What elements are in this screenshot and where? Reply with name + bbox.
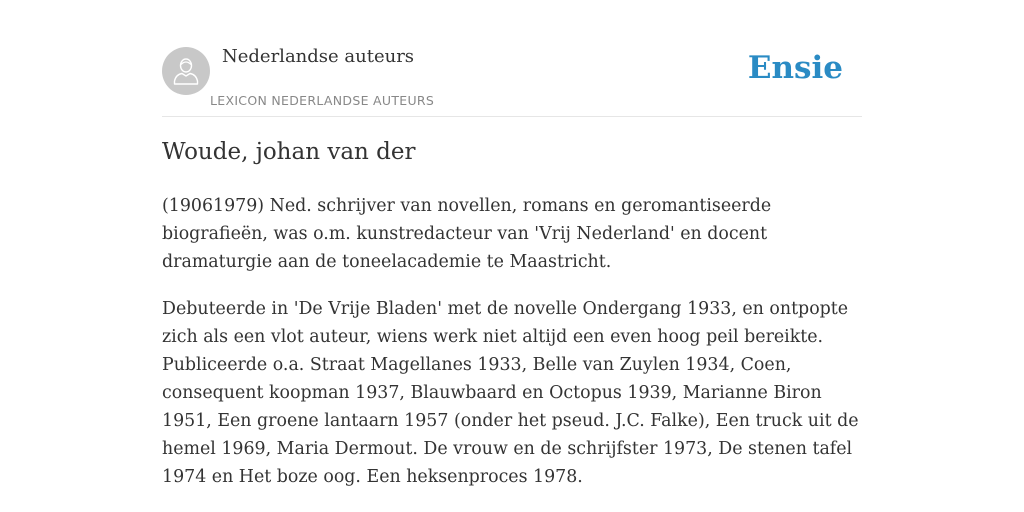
article-page [162, 0, 862, 487]
article-paragraph-1: (19061979) Ned. schrijver van novellen, romans en geromantiseerde biografieën, was o.m. kunstredacteur van 'Vrij Nederland' en docent dramaturgie aan de toneelacademie te Maastricht. [162, 196, 772, 272]
source-header [162, 0, 862, 117]
lexicon-label[interactable]: LEXICON NEDERLANDSE AUTEURS [210, 93, 435, 108]
ensie-logo[interactable]: Ensie [747, 50, 843, 86]
article-paragraph-2: Debuteerde in 'De Vrije Bladen' met de novelle Ondergang 1933, en ontpopte zich als een vlot auteur, wiens werk niet altijd een even hoog peil bereikte. Publiceerde o.a. Straat Magellanes 1933, Belle van Zuylen 1934, Coen, consequent koopman 1937, Blauwbaard en Octopus 1939, Marianne Biron 1951, Een groene lantaarn 1957 (onder het pseud. J.C. Falke), Een truck uit de hemel 1969, Maria Dermout. De vrouw en de schrijfster 1973, De stenen tafel 1974 en Het boze oog. Een heksenproces 1978. [162, 299, 859, 487]
article-title: Woude, johan van der [162, 139, 416, 165]
user-icon [172, 56, 200, 86]
source-name-link[interactable]: Nederlandse auteurs [222, 46, 415, 67]
source-avatar[interactable] [162, 47, 210, 95]
